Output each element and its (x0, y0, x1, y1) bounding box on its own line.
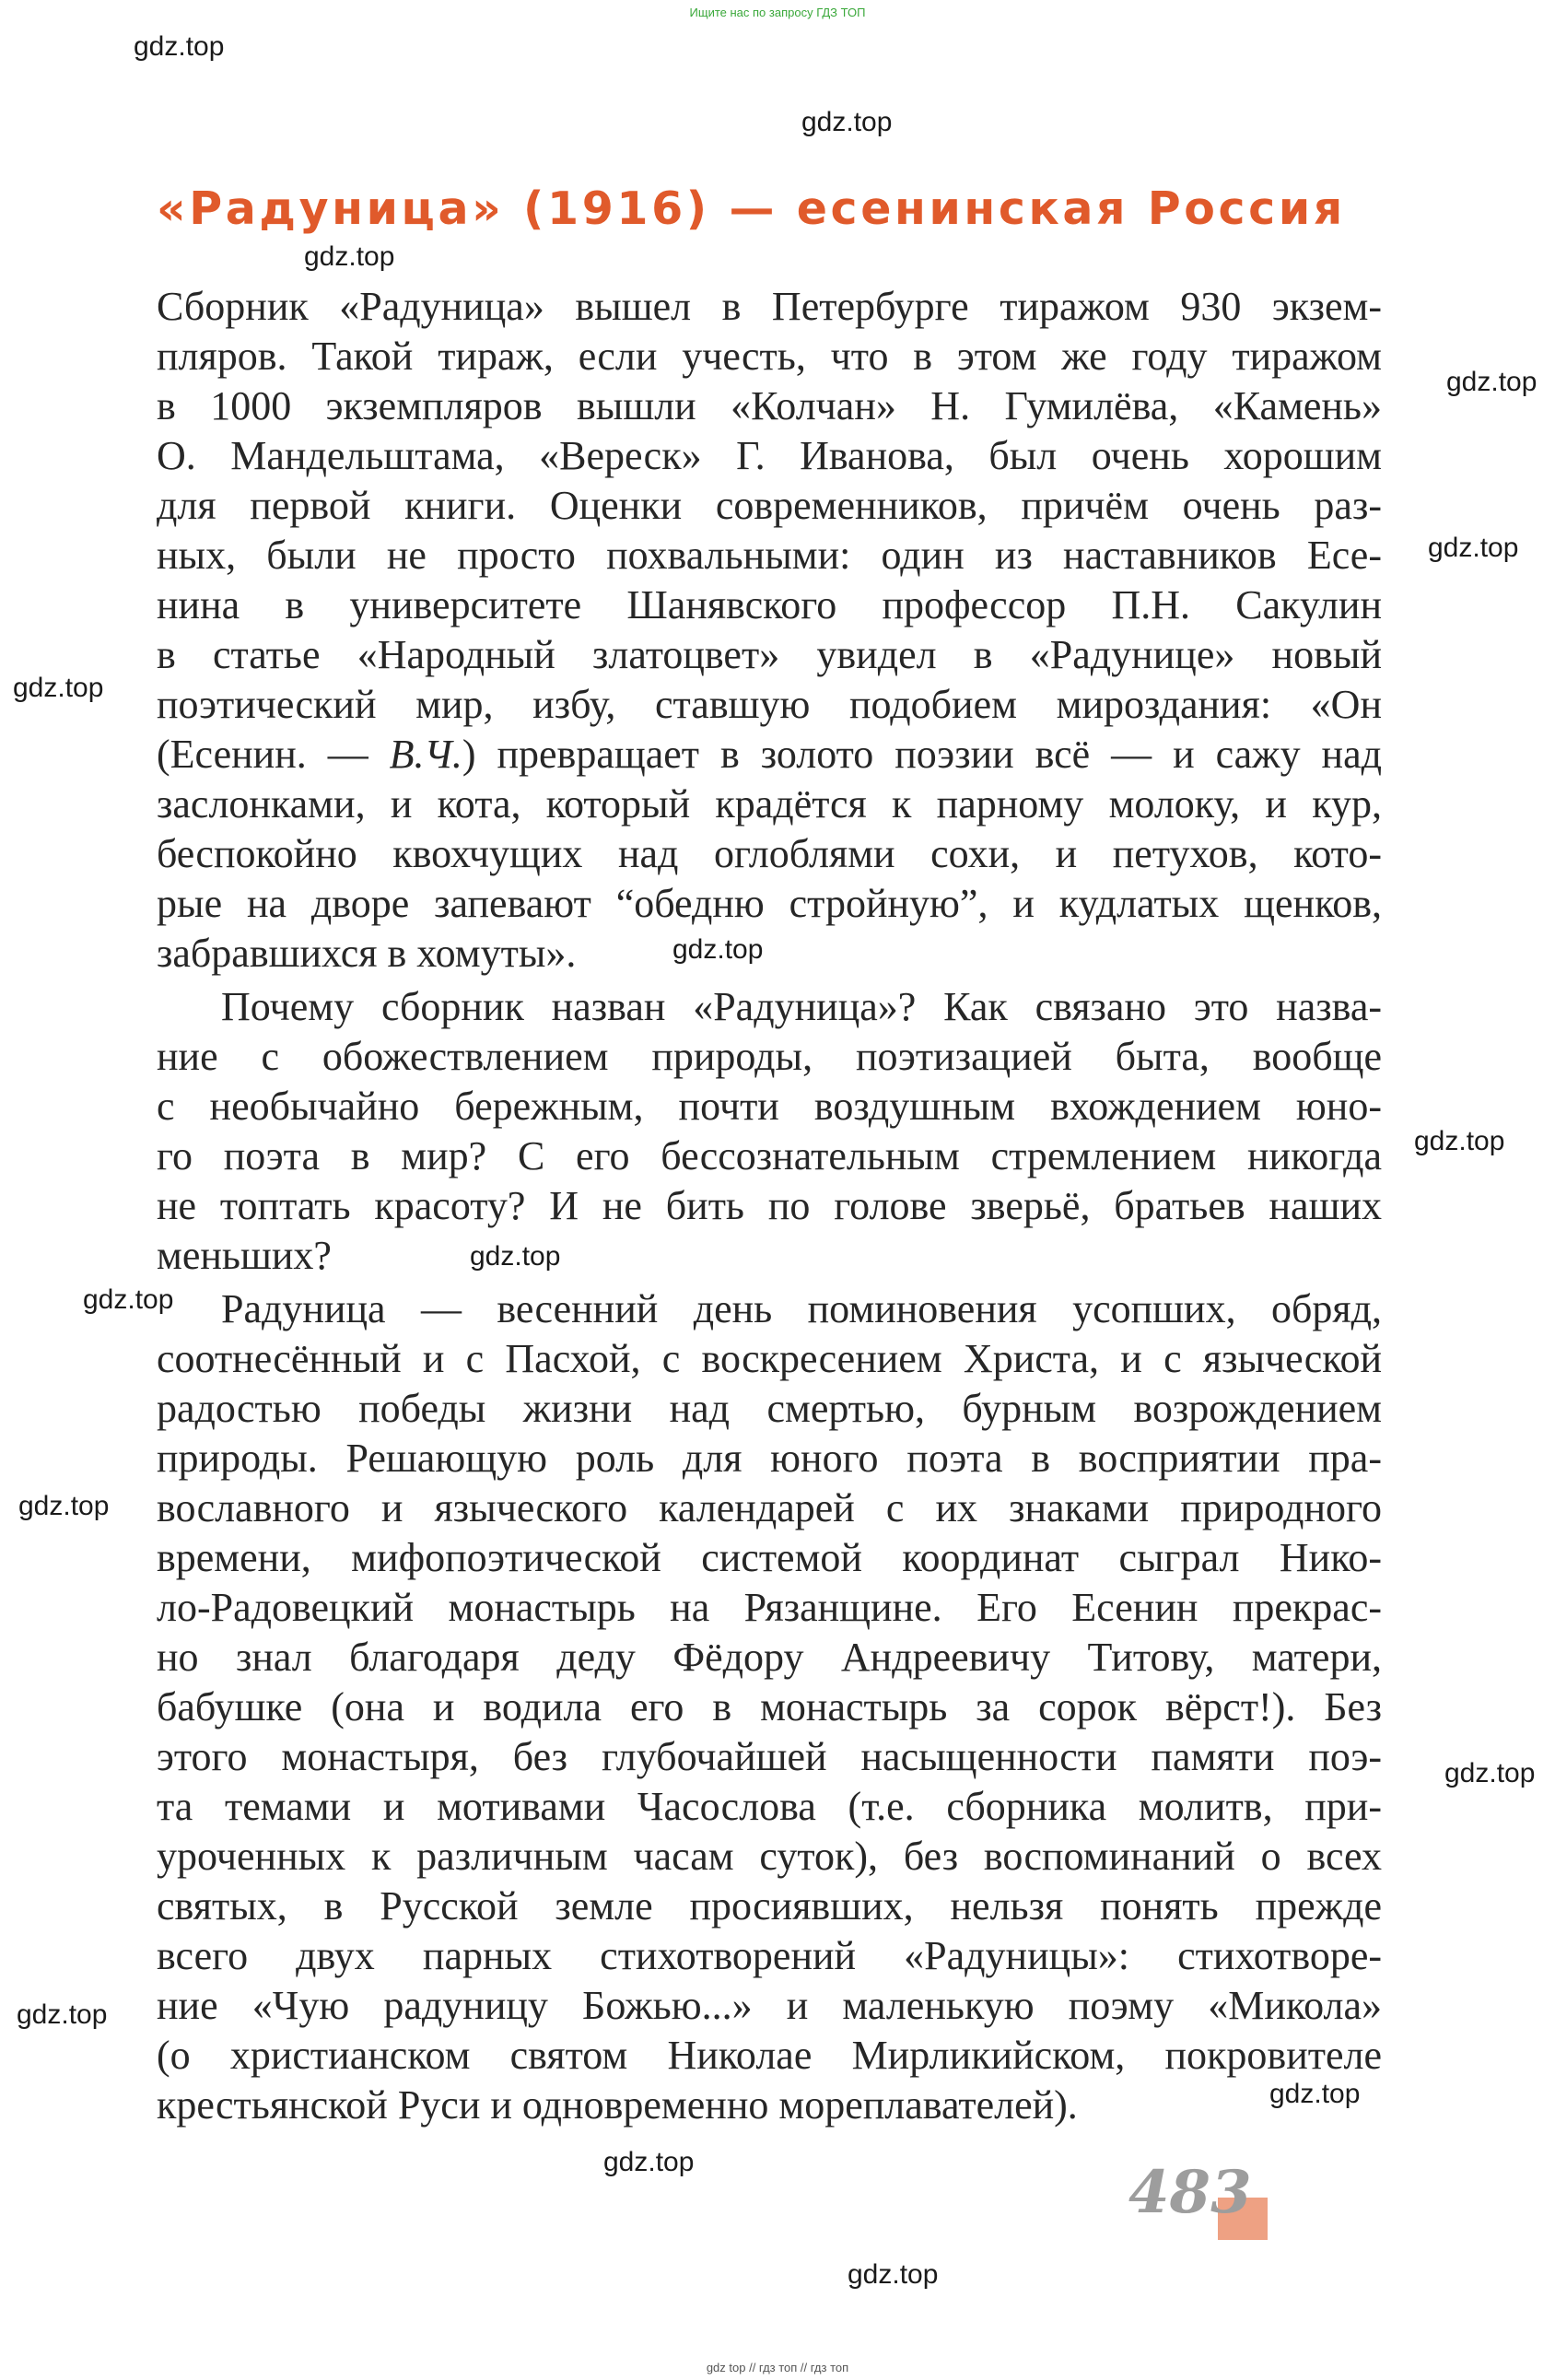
text-line: в статье «Народный златоцвет» увидел в «Радунице» новый (157, 632, 1382, 677)
watermark: gdz.top (13, 673, 104, 703)
text-line: ние с обожествлением природы, поэтизацией быта, вообще (157, 1034, 1382, 1079)
header-note: Ищите нас по запросу ГДЗ ТОП (689, 6, 866, 19)
watermark: gdz.top (470, 1241, 561, 1272)
text-line: та темами и мотивами Часослова (т.е. сборника молитв, при- (157, 1784, 1382, 1829)
text-line: всего двух парных стихотворений «Радуницы»: стихотворе- (157, 1933, 1382, 1978)
author-initials: В.Ч. (389, 732, 462, 777)
text-line: беспокойно квохчущих над оглоблями сохи, и петухов, кото- (157, 831, 1382, 876)
text-line: рые на дворе запевают “обедню стройную”, и кудлатых щенков, (157, 881, 1382, 926)
text-line: Радуница — весенний день поминовения усопших, обряд, (221, 1286, 1382, 1331)
text-line: ло-Радовецкий монастырь на Рязанщине. Его Есенин прекрас- (157, 1585, 1382, 1630)
text-line: ние «Чую радуницу Божью...» и маленькую поэму «Микола» (157, 1983, 1382, 2028)
body-text (157, 282, 1382, 2130)
text-line: этого монастыря, без глубочайшей насыщенности памяти поэ- (157, 1734, 1382, 1779)
watermark: gdz.top (1428, 533, 1519, 563)
watermark: gdz.top (17, 1999, 108, 2030)
watermark: gdz.top (1444, 1758, 1536, 1788)
watermark: gdz.top (848, 2259, 939, 2290)
watermark: gdz.top (1446, 367, 1537, 397)
text-line: но знал благодаря деду Фёдору Андреевичу Титову, матери, (157, 1635, 1382, 1680)
text-line: не топтать красоту? И не бить по голове зверьё, братьев наших (157, 1183, 1382, 1228)
text-line: с необычайно бережным, почти воздушным вхождением юно- (157, 1084, 1382, 1129)
text-line: Сборник «Радуница» вышел в Петербурге тиражом 930 экзем- (157, 284, 1382, 329)
text-line: для первой книги. Оценки современников, причём очень раз- (157, 483, 1382, 528)
text-line: природы. Решающую роль для юного поэта в восприятии пра- (157, 1436, 1382, 1481)
text-line: бабушке (она и водила его в монастырь за сорок вёрст!). Без (157, 1684, 1382, 1729)
watermark: gdz.top (1269, 2079, 1361, 2109)
watermark: gdz.top (83, 1284, 174, 1315)
text-line: уроченных к различным часам суток), без воспоминаний о всех (157, 1834, 1382, 1879)
watermark: gdz.top (1414, 1126, 1505, 1156)
text-line: ных, были не просто похвальными: один из наставников Есе- (157, 533, 1382, 578)
text-line: заслонками, и кота, который крадётся к парному молоку, и кур, (157, 781, 1382, 827)
text-line: поэтический мир, избу, ставшую подобием мироздания: «Он (157, 682, 1382, 727)
text-line: вославного и языческого календарей с их знаками природного (157, 1485, 1382, 1530)
footer-note: gdz top // гдз топ // гдз топ (706, 2361, 849, 2374)
watermark: gdz.top (672, 934, 764, 965)
text-line: соотнесённый и с Пасхой, с воскресением Христа, и с языческой (157, 1336, 1382, 1381)
text-line: забравшихся в хомуты». (157, 931, 577, 976)
watermark: gdz.top (603, 2147, 695, 2177)
watermark: gdz.top (134, 31, 225, 62)
text-line: нина в университете Шанявского профессор П.Н. Сакулин (157, 582, 1382, 627)
text-line: го поэта в мир? С его бессознательным стремлением никогда (157, 1133, 1382, 1178)
text-line: в 1000 экземпляров вышли «Колчан» Н. Гумилёва, «Камень» (157, 383, 1382, 428)
watermark: gdz.top (304, 241, 395, 272)
text-line: радостью победы жизни над смертью, бурным возрождением (157, 1386, 1382, 1431)
text-line: крестьянской Руси и одновременно мореплавателей). (157, 2082, 1078, 2128)
text-line: времени, мифопоэтической системой координат сыграл Нико- (157, 1535, 1382, 1580)
text-line: святых, в Русской земле просиявших, нельзя понять прежде (157, 1883, 1382, 1929)
page-number: 483 (1128, 2158, 1252, 2227)
text-line: (Есенин. — В.Ч.) превращает в золото поэзии всё — и сажу над (157, 732, 1382, 777)
text-line: пляров. Такой тираж, если учесть, что в этом же году тиражом (157, 334, 1382, 379)
section-heading: «Радуница» (1916) — есенинская Россия (157, 182, 1346, 235)
watermark: gdz.top (18, 1491, 110, 1521)
text-line: О. Мандельштама, «Вереск» Г. Иванова, был очень хорошим (157, 433, 1382, 478)
watermark: gdz.top (801, 107, 893, 137)
text-line: меньших? (157, 1233, 332, 1278)
text-line: (о христианском святом Николае Мирликийском, покровителе (157, 2033, 1382, 2078)
text-line: Почему сборник назван «Радуница»? Как связано это назва- (221, 984, 1382, 1029)
